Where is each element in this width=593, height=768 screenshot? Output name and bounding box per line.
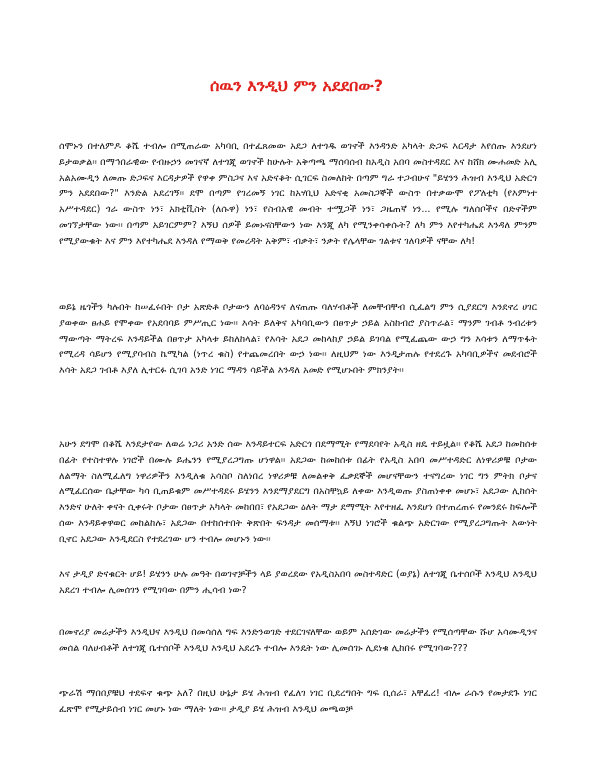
document-title: ሰዉን እንዲህ ምን አደደበው? bbox=[210, 76, 383, 95]
paragraph: በመኖሪያ መሬታችን እንዲህና እንዲህ በመሳሰለ ግፍ እንድንወገድ ተደርገናለቸው ወይም አሰድገው መሬታችን የሚሰጣቸው ሹሆ አሳሙዲንና መሰል ባለሀብቶች ለተጎጂ ቤተሰቦች እንዲህ እንዲህ አደረጉ ተብሎ እንዴት ነው ሊመሰገኑ ሊደነቁ ሊከበሩ የሚገባው??? bbox=[59, 627, 537, 654]
paragraph: ጭራሽ ማበበያቹህ ተደፍኖ ቁጭ አለ? በዚህ ሁኔታ ይሄ ሕዝብ የፈለገ ነገር ቢደረግበት ግፍ ቢሰራ፣ አቸፈረ! ብሎ ራሱን የመታደጉ ነገር ፈጽሞ የሚታይሰብ ነገር መሆኑ ነው ማለት ነው፡፡ ታዲያ ይሄ ሕዝብ እንዲህ መጫወቻ bbox=[59, 688, 537, 715]
paragraph: አሁን ደግሞ በቆሼ እንደታየው ለወሬ ነጋሪ አንድ ሰው እንዳይተርፍ አድርጎ በደማሚት የማደባየት አዲስ ዘዴ ተይዟል፡፡ የቆሼ አደጋ ከመከሰቱ በፊት የተስተዋሉ ነገሮች በሙሉ ይሔንን የሚያረጋግጡ ሆነዋል፡፡ አደጋው ከመከሰቱ በፊት የአዲስ አበባ መሥተዳድር ለነዋሪዎቹ ቦታው ለልማት ስለሚፈለግ ነዋሪዎችን እንዲለቁ አሳስቦ ስለነበረ ነዋሪዎቹ ለመልቀቅ ፈቃደኞች መሆናቸውን ተናግረው ነገር ግን ምትክ ቦታና ለሚፈርሰው ቤታቸው ካሳ ቢጠይቁም መሥተዳደሩ ይሄንን እንደማያደርግ በአስቸኳይ ለቀው እንዲወጡ ያስጠነቀቀ መሆኑ፣ አደጋው ሊከሰት እንድና ሁለት ቀናት ሲቀሩት ቦታው በፀጥታ አካላት መከበበ፣ የአደጋው ዕለት ማታ ደማሚት እየተዘፈ እንደሆነ በተጠረጠሩ የመንደሩ ከፍሎች ሰው እንዳይቀዋወር መከልከሉ፣ አደጋው በተከሰተበት ቅጽበት ፍንዳታ መሰማቱ፡፡ እኝህ ነገሮች ቁልጭ አድርገው የሚያረጋግጡት እውነት ቢኖር አደጋው እንዲደርስ የተደረገው ሆን ተብሎ መሆኑን ነው፡፡ bbox=[59, 439, 537, 545]
paragraph: ወይኔ ዜጎችን ካሉበት ከሠፈሩበት ቦታ አጽድቶ ቦታውን ለባዕዳንና ለናጠጡ ባለሃብቶች ለመቸብቸብ ሲፈልግ ምን ሲያደርግ እንደኖረ ሀገር ያወቀው ፀሐይ የሞቀው የአደባባይ ምሥጢር ነው፡፡ እሳት ይለቅና አካባቢውን በፀጥታ ኃይል አስከብሮ ያስጥራል፣ ማንም ገብቶ ንብረቱን ማውጣት ማትረፍ እንዳይችል በፀጥታ አካላቱ ይከለከላል፣ የእሳት አደጋ መከላከያ ኃይል ይገባል የሚፈጨው ውኃ ግን እሳቱን ለማጥፋት የሚረዳ ሳይሆን የሚያባብስ ኬሚካል (ነጥረ ቁስ) የተጨመረበት ውኃ ነው፡፡ ለዚህም ነው እንዲታጠሉ የተደረጉ አካባቢዎችና መደብሮች እሳት አደጋ ገብቶ እያለ ሊተርፉ ሲገባ አንድ ነገር ማዳን ሳይችል እንዳለ አመድ የሚሆኑበት ምክንያት፡፡ bbox=[59, 302, 538, 377]
paragraph: ሰሞኑን በተለምዶ ቆሼ ተብሎ በሚጠራው አካባቢ በተፈጸመው አደጋ ለተጎዱ ወገኖች እንዳንድ አካላት ድጋፍ እርዳታ እየሰጡ እንደሆነ ይታወቃል፡፡ በማኅበራዊው የብዙኃን መገናኛ ለተጎጂ ወገኖች ከሁሉት አቅጣጫ ማሰባሰብ ከአዲስ አበባ መስተዳደር እና ከሸክ ሙሐመድ አሊ አልአሙዲን ለመጡ ድጋፍና እርዳታዎች የዋቀ ምስጋና እና አድናቆት ሲገርፍ ስመለከት በጣም ግራ ተጋብሁና "ይሄንን ሕዝብ እንዲህ አድርጎ ምን አደደበው?" እንድል አደረገኝ፡፡ ደሞ በጣም የገረመኝ ነገር ከአሃቢህ አድናቂ አመስጋኞች ውስጥ በተቃውሞ የፖለቲካ (የእምነተ አሥተዳደር) ጎራ ውስጥ ነን፣ አክቲቪስት (ለሱዋ) ነን፣ የስብአዊ መብት ተሟጋች ነን፣ ጋዜጠኛ ነን... የሚሉ ግለሰቦችና በድኖችም መገኘታቸው ነው፡፡ በጣም አይገርምም? እኝህ ሰዎች ይመኑናስቸውን ነው እንጂ ለካ የሚንቀሳቀሱት? ለካ ምን እየተካሔደ እንዳለ ምንም የሚያውቁት እና ምን እየተካሔደ እንዳለ የማወቅ የመረዳት አቅም፣ ብቃት፣ ንቃት የሌላቸው ገልቱና ገለባዎች ናቸው ለካ! bbox=[59, 141, 537, 247]
paragraph: እና ታዲያ ድናቁርት ሆይ! ይሄንን ሁሉ መዓት በወገኖቻችን ላይ ያወረደው የአዲስአበባ መስተዳድር (ወያኔ) ለተጎጂ ቤተሰቦች እንዲህ እንዲህ አደረገ ተብሎ ሊመሰገን የሚገባው በምን ሒሳብ ነው? bbox=[59, 569, 537, 596]
